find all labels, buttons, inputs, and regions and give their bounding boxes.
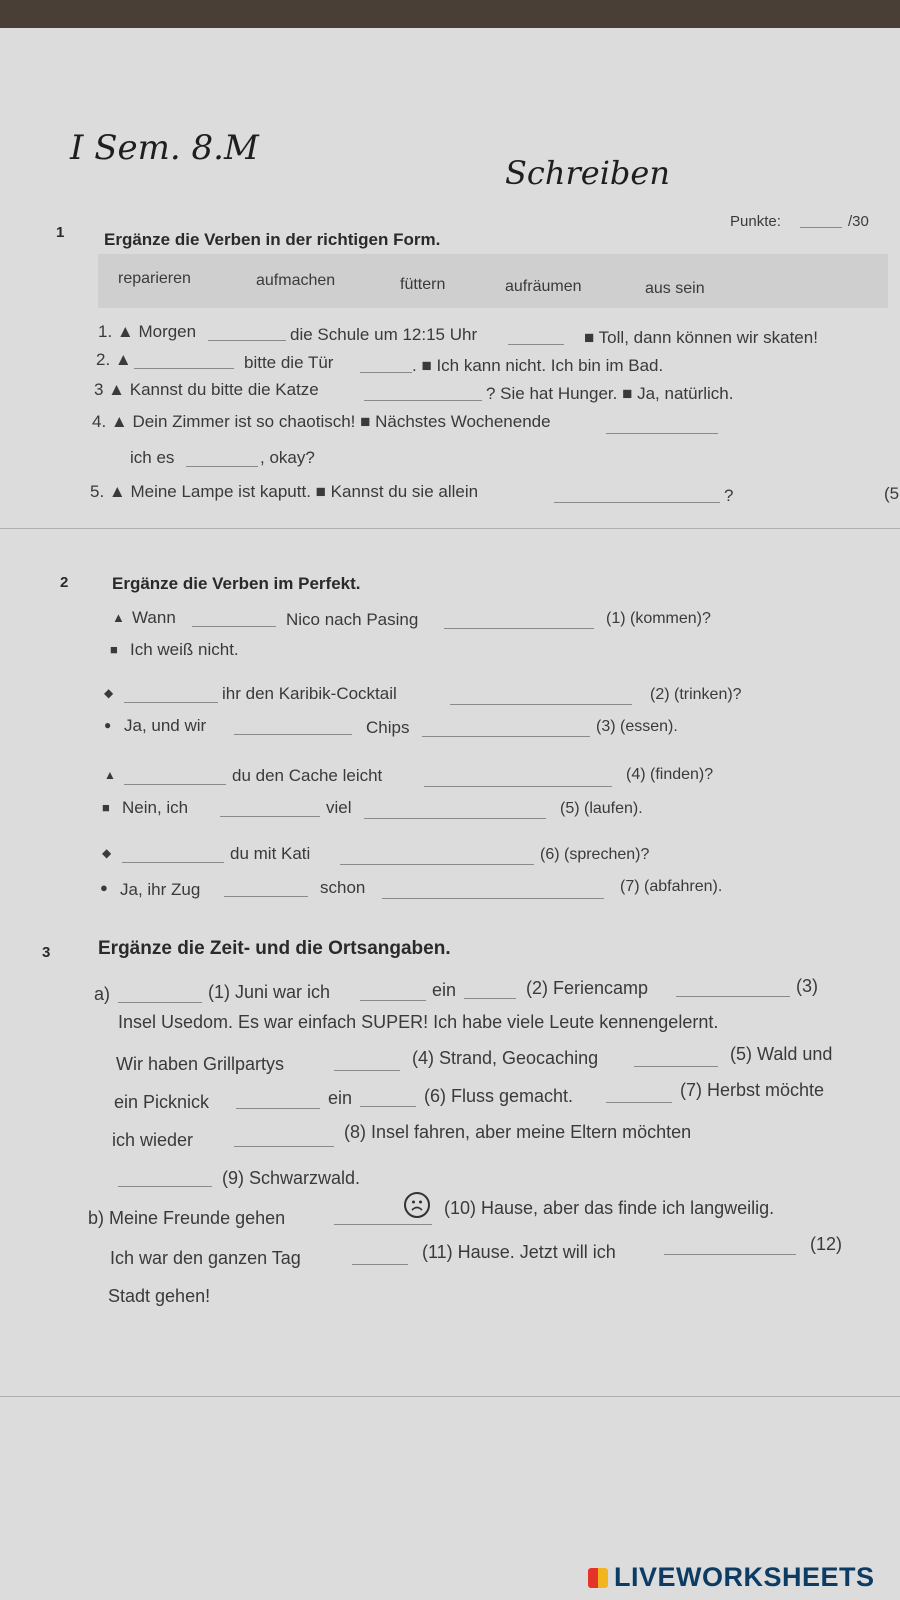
ex3-b-text: b) Meine Freunde gehen xyxy=(88,1208,286,1228)
ex3-text: (3) xyxy=(796,976,818,996)
points-blank[interactable] xyxy=(800,227,842,228)
ex2-blank-7a[interactable] xyxy=(224,896,308,897)
ex3-text: (1) Juni war ich xyxy=(208,982,331,1002)
ex2-symbol: ◆ xyxy=(102,846,112,860)
exercise-2-number: 2 xyxy=(60,574,69,591)
ex3-text: (10) Hause, aber das finde ich langweilig. xyxy=(444,1198,775,1218)
ex2-blank-3a[interactable] xyxy=(234,734,352,735)
ex3-text: Ich war den ganzen Tag xyxy=(110,1248,301,1268)
ex2-blank-4a[interactable] xyxy=(124,784,226,785)
ex3-text: (12) xyxy=(810,1234,843,1254)
ex3-text: (2) Feriencamp xyxy=(526,978,649,998)
ex1-line2-end: . ■ Ich kann nicht. Ich bin im Bad. xyxy=(412,356,664,375)
ex3-text: ein Picknick xyxy=(114,1092,210,1112)
points-label: Punkte: xyxy=(730,213,781,230)
ex1-line4b-start: ich es xyxy=(130,448,175,467)
ex2-line8-start: Ja, ihr Zug xyxy=(120,880,201,899)
ex1-line1-end: ■ Toll, dann können wir skaten! xyxy=(584,328,818,347)
ex2-line5-mid: du den Cache leicht xyxy=(232,766,383,785)
ex3-text: (6) Fluss gemacht. xyxy=(424,1086,574,1106)
ex2-line8-mid: schon xyxy=(320,878,366,897)
ex2-symbol: ◆ xyxy=(104,686,114,700)
ex2-blank-5b[interactable] xyxy=(364,818,546,819)
exercise-3-number: 3 xyxy=(42,944,51,961)
ex1-blank-4a[interactable] xyxy=(606,433,718,434)
ex2-line1-mid: Nico nach Pasing xyxy=(286,610,419,629)
worksheet-page xyxy=(0,28,900,1600)
ex3-blank-3[interactable] xyxy=(676,996,790,997)
exercise-2-title: Ergänze die Verben im Perfekt. xyxy=(112,574,361,593)
exercise-3-title: Ergänze die Zeit- und die Ortsangaben. xyxy=(98,938,451,959)
handwritten-semester-note: I Sem. 8.M xyxy=(70,128,259,168)
ex2-symbol: ● xyxy=(104,718,112,732)
watermark-text: LIVEWORKSHEETS xyxy=(614,1562,875,1592)
handwritten-title: Schreiben xyxy=(505,154,670,192)
ex2-blank-6a[interactable] xyxy=(122,862,224,863)
ex2-line4-start: Ja, und wir xyxy=(124,716,207,735)
ex2-line1-start: Wann xyxy=(132,608,176,627)
ex3-blank-6b[interactable] xyxy=(360,1106,416,1107)
ex2-line3-hint: (2) (trinken)? xyxy=(650,686,742,703)
points-total: /30 xyxy=(848,213,869,230)
ex3-blank-2b[interactable] xyxy=(464,998,516,999)
ex2-symbol: ■ xyxy=(102,800,110,815)
ex3-text: Insel Usedom. Es war einfach SUPER! Ich habe viele Leute kennengelernt. xyxy=(118,1012,719,1032)
exercise-1-number: 1 xyxy=(56,224,65,241)
ex3-blank-1[interactable] xyxy=(118,1002,202,1003)
ex2-blank-7b[interactable] xyxy=(382,898,604,899)
ex3-text: ein xyxy=(432,980,457,1000)
ex3-blank-10[interactable] xyxy=(334,1224,432,1225)
ex3-blank-12[interactable] xyxy=(664,1254,796,1255)
ex3-blank-7[interactable] xyxy=(606,1102,672,1103)
ex3-blank-2a[interactable] xyxy=(360,1000,426,1001)
ex1-line3-start: 3 ▲ Kannst du bitte die Katze xyxy=(94,380,319,399)
ex1-line3-end: ? Sie hat Hunger. ■ Ja, natürlich. xyxy=(486,384,734,403)
ex1-blank-5[interactable] xyxy=(554,502,720,503)
word-bank-item: aufmachen xyxy=(256,272,336,289)
ex2-line6-mid: viel xyxy=(326,798,352,817)
ex2-line3-mid: ihr den Karibik-Cocktail xyxy=(222,684,397,703)
ex2-line5-hint: (4) (finden)? xyxy=(626,766,714,783)
ex2-line4-hint: (3) (essen). xyxy=(596,718,678,735)
ex2-blank-2b[interactable] xyxy=(450,704,632,705)
ex3-blank-11[interactable] xyxy=(352,1264,408,1265)
ex3-blank-5[interactable] xyxy=(634,1066,718,1067)
ex2-blank-5a[interactable] xyxy=(220,816,320,817)
word-bank xyxy=(98,254,888,308)
ex3-text: ich wieder xyxy=(112,1130,194,1150)
ex3-a-label: a) xyxy=(94,984,111,1004)
ex3-text: (4) Strand, Geocaching xyxy=(412,1048,599,1068)
ex1-blank-2b[interactable] xyxy=(360,372,412,373)
ex3-blank-4[interactable] xyxy=(334,1070,400,1071)
ex3-text: (7) Herbst möchte xyxy=(680,1080,825,1100)
ex2-blank-1b[interactable] xyxy=(444,628,594,629)
word-bank-item: aus sein xyxy=(645,280,705,297)
ex3-text: (11) Hause. Jetzt will ich xyxy=(422,1242,616,1262)
ex2-line1-hint: (1) (kommen)? xyxy=(606,610,711,627)
ex2-line6-start: Nein, ich xyxy=(122,798,189,817)
ex2-blank-6b[interactable] xyxy=(340,864,534,865)
ex1-blank-1a[interactable] xyxy=(208,340,286,341)
ex2-line2-text: Ich weiß nicht. xyxy=(130,640,239,659)
ex1-blank-2a[interactable] xyxy=(134,368,234,369)
ex1-line4-start: 4. ▲ Dein Zimmer ist so chaotisch! ■ Nächstes Wochenende xyxy=(92,412,551,431)
liveworksheets-logo xyxy=(588,1562,875,1593)
page-bottom-rule xyxy=(0,1396,900,1397)
word-bank-item: reparieren xyxy=(118,270,191,287)
ex3-text: (5) Wald und xyxy=(730,1044,833,1064)
ex2-blank-3b[interactable] xyxy=(422,736,590,737)
ex2-symbol: ● xyxy=(100,880,108,895)
section-divider xyxy=(0,528,900,529)
ex3-text: ein xyxy=(328,1088,353,1108)
ex2-line6-hint: (5) (laufen). xyxy=(560,800,643,817)
ex2-symbol: ▲ xyxy=(104,768,116,782)
ex1-blank-1b[interactable] xyxy=(508,344,564,345)
ex3-blank-6a[interactable] xyxy=(236,1108,320,1109)
ex3-text: Wir haben Grillpartys xyxy=(116,1054,285,1074)
ex1-line1-start: 1. ▲ Morgen xyxy=(98,322,197,341)
ex1-line2-mid: bitte die Tür xyxy=(244,353,334,372)
ex2-line4-mid: Chips xyxy=(366,718,410,737)
ex2-blank-1a[interactable] xyxy=(192,626,276,627)
word-bank-item: aufräumen xyxy=(505,278,582,295)
ex1-blank-4b[interactable] xyxy=(186,466,258,467)
exercise-1-title: Ergänze die Verben in der richtigen Form. xyxy=(104,230,441,249)
ex2-line7-mid: du mit Kati xyxy=(230,844,311,863)
ex1-line4b-end: , okay? xyxy=(260,448,315,467)
ex2-line7-hint: (6) (sprechen)? xyxy=(540,846,650,863)
ex1-score: (5 xyxy=(884,484,900,503)
ex2-symbol: ■ xyxy=(110,642,118,657)
ex3-blank-8[interactable] xyxy=(234,1146,334,1147)
ex1-line5-end: ? xyxy=(724,486,734,505)
ex2-symbol: ▲ xyxy=(112,610,125,625)
ex2-blank-4b[interactable] xyxy=(424,786,612,787)
ex2-blank-2a[interactable] xyxy=(124,702,218,703)
ex3-text: (8) Insel fahren, aber meine Eltern möchten xyxy=(344,1122,692,1142)
ex3-text: (9) Schwarzwald. xyxy=(222,1168,361,1188)
ex1-line5-start: 5. ▲ Meine Lampe ist kaputt. ■ Kannst du sie allein xyxy=(90,482,479,501)
ex1-line1-mid: die Schule um 12:15 Uhr xyxy=(290,325,478,344)
logo-mark-icon xyxy=(588,1568,608,1588)
ex1-line2-start: 2. ▲ xyxy=(96,350,132,369)
ex3-blank-9[interactable] xyxy=(118,1186,212,1187)
ex1-blank-3[interactable] xyxy=(364,400,482,401)
ex3-text: Stadt gehen! xyxy=(108,1286,211,1306)
word-bank-item: füttern xyxy=(400,276,446,293)
ex2-line8-hint: (7) (abfahren). xyxy=(620,878,723,895)
sad-face-icon xyxy=(404,1192,430,1218)
